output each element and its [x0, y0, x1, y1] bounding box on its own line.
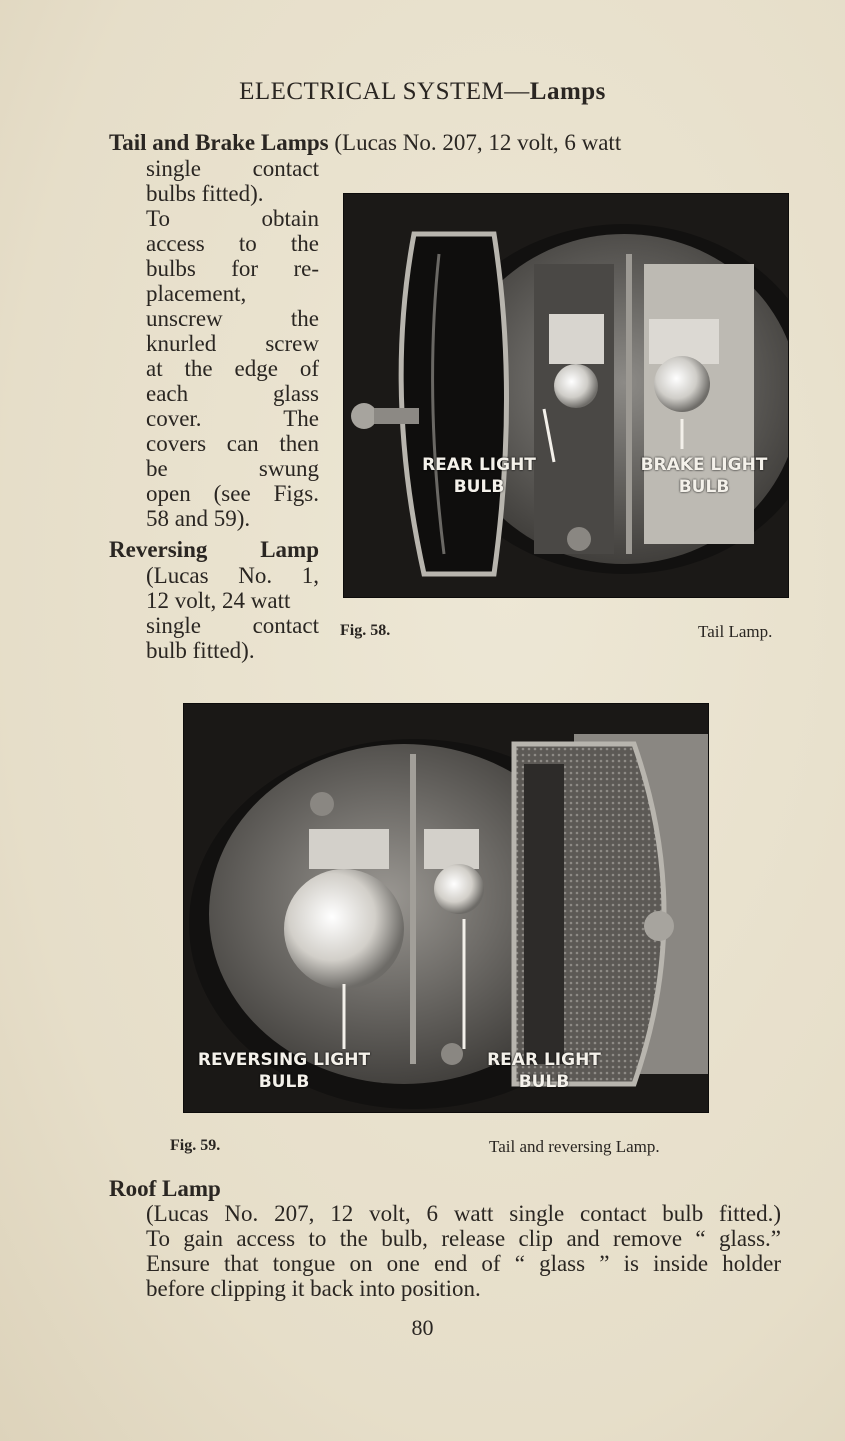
tail-brake-spec: (Lucas No. 207, 12 volt, 6 watt: [328, 130, 622, 155]
fig58-number: Fig. 58.: [340, 622, 391, 639]
body-line: To gain access to the bulb, release clip and remove “ glass.”: [146, 1226, 781, 1251]
body-line: each glass: [146, 381, 319, 406]
tail-brake-heading-line: [109, 130, 621, 156]
tail-brake-title: Tail and Brake Lamps: [109, 130, 329, 155]
page-header: [0, 78, 845, 106]
body-line: (Lucas No. 207, 12 volt, 6 watt single contact bulb fitted.): [146, 1201, 781, 1226]
body-line: (Lucas No. 1,: [146, 563, 319, 588]
fig59-label-reversing-light: REVERSING LIGHT BULB: [197, 1050, 371, 1092]
body-line: single contact: [146, 156, 319, 181]
body-line: bulb fitted).: [146, 638, 255, 663]
body-line: access to the: [146, 231, 319, 256]
body-line: unscrew the: [146, 306, 319, 331]
fig58-label-rear-light: REAR LIGHT BULB: [422, 455, 536, 497]
tail-lamp-illustration: [344, 194, 788, 597]
body-line: before clipping it back into position.: [146, 1276, 481, 1301]
reversing-title: Reversing Lamp: [109, 537, 319, 562]
body-line: single contact: [146, 613, 319, 638]
fig58-caption: Tail Lamp.: [698, 622, 773, 641]
fig59-photo: [183, 703, 709, 1113]
body-line: at the edge of: [146, 356, 319, 381]
body-line: cover. The: [146, 406, 319, 431]
fig59-caption: Tail and reversing Lamp.: [489, 1137, 660, 1156]
body-line: knurled screw: [146, 331, 319, 356]
header-section: ELECTRICAL SYSTEM—: [239, 78, 530, 105]
body-line: be swung: [146, 456, 319, 481]
body-line: To obtain: [146, 206, 319, 231]
fig59-number: Fig. 59.: [170, 1137, 221, 1154]
body-line: bulbs for re-: [146, 256, 319, 281]
body-line: 12 volt, 24 watt: [146, 588, 291, 613]
header-subsection: Lamps: [529, 78, 606, 105]
body-line: covers can then: [146, 431, 319, 456]
body-line: 58 and 59).: [146, 506, 251, 531]
body-line: open (see Figs.: [146, 481, 319, 506]
body-line: placement,: [146, 281, 247, 306]
roof-title: Roof Lamp: [109, 1176, 221, 1201]
fig58-photo: [343, 193, 789, 598]
fig59-label-rear-light: REAR LIGHT BULB: [487, 1050, 601, 1092]
fig58-label-brake-light: BRAKE LIGHT BULB: [640, 455, 768, 497]
body-line: Ensure that tongue on one end of “ glass ” is inside holder: [146, 1251, 781, 1276]
body-line: bulbs fitted).: [146, 181, 264, 206]
page-number: 80: [411, 1315, 434, 1340]
